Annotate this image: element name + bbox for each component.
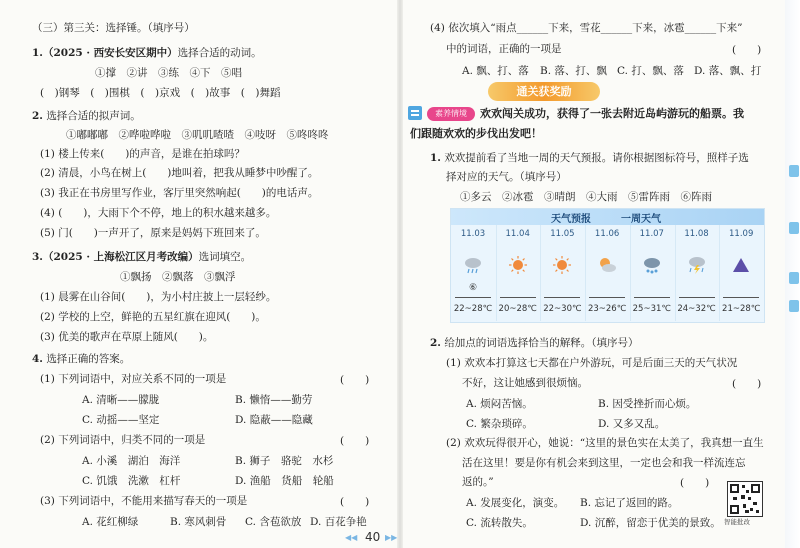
- option-d: D. 隐蔽——隐藏: [235, 414, 313, 426]
- forecast-temp: 22~30℃: [543, 304, 582, 314]
- forecast-temp: 20~28℃: [498, 304, 537, 314]
- r-q2-sub2-line1: (2) 欢欢玩得很开心，她说：“这里的景色实在太美了，我真想一直生: [446, 437, 764, 449]
- option-c: C. 动摇——坚定: [82, 414, 160, 426]
- intro-line2: 们跟随欢欢的步伐出发吧！: [410, 127, 542, 140]
- forecast-divider: [496, 225, 497, 321]
- forecast-title: 天气预报: [551, 214, 591, 225]
- option-d: D. 渔船 货船 轮船: [235, 475, 334, 487]
- question-text: 选择合适的拟声词。: [46, 110, 141, 122]
- option-a: A. 清晰——朦胧: [82, 394, 160, 406]
- forecast-date: 11.04: [505, 229, 530, 239]
- answer-line: [500, 297, 536, 298]
- option-b: B. 忘记了返回的路。: [580, 497, 679, 509]
- forecast-day-3: [585, 225, 629, 321]
- rain-cloud-icon: [463, 255, 483, 275]
- option-b: B. 落、打、飘: [540, 65, 607, 77]
- r-q1-line2: 择对应的天气。（填序号）: [446, 171, 567, 183]
- r-q1-options: ①多云 ②冰雹 ③晴朗 ④大雨 ⑤雷阵雨 ⑥阵雨: [460, 191, 712, 203]
- q4-sub1-stem: (1) 下列词语中，对应关系不同的一项是: [40, 373, 227, 385]
- q1-blanks: ( )钢琴 ( )围棋 ( )京戏 ( )故事 ( )舞蹈: [40, 87, 281, 99]
- forecast-date: 11.06: [594, 229, 620, 239]
- q2-item: (1) 楼上传来( )的声音，是谁在拍球吗？: [40, 148, 245, 160]
- hail-icon: [642, 255, 662, 275]
- qr-label: 智能批改: [724, 518, 750, 526]
- question-text: 欢欢提前看了当地一周的天气预报。请你根据图标符号，照样子选: [444, 152, 749, 164]
- q2-item: (3) 我正在书房里写作业，客厅里突然响起( )的电话声。: [40, 187, 319, 199]
- edge-tab: [789, 300, 799, 312]
- forecast-date: 11.03: [460, 229, 486, 239]
- forecast-date: 11.08: [684, 229, 709, 239]
- context-tag: 素养情境: [427, 107, 475, 121]
- question-number: 1.: [32, 47, 43, 59]
- sun-icon: [552, 255, 572, 275]
- q2-options: ①嘟嘟嘟 ②哗啦哗啦 ③叽叽喳喳 ④吱呀 ⑤咚咚咚: [66, 129, 329, 141]
- q2-item: (4) ( )，大雨下个不停，地上的积水越来越多。: [40, 207, 277, 219]
- r-q2-sub1-line1: (1) 欢欢本打算这七天都在户外游玩，可是后面三天的天气状况: [446, 357, 738, 369]
- r-q2-sub2-line2: 活在这里！要是你有机会来到这里，一定也会和我一样流连忘: [462, 457, 746, 469]
- option-d: D. 落、飘、打: [694, 65, 762, 77]
- forecast-header: [451, 209, 764, 225]
- partly-cloudy-icon: [597, 255, 617, 275]
- next-page-icon[interactable]: ▶▶: [385, 533, 398, 542]
- page-number: 40: [365, 530, 381, 544]
- r-question-1: [430, 151, 749, 165]
- weather-forecast-card: [450, 208, 765, 323]
- option-d: D. 沉醉，留恋于优美的景致。: [580, 517, 721, 529]
- forecast-divider: [719, 225, 720, 321]
- question-text: 选择合适的动词。: [177, 47, 262, 59]
- section-banner: 通关获奖励: [488, 82, 600, 101]
- question-number: 4.: [32, 353, 43, 365]
- forecast-date: 11.05: [550, 229, 575, 239]
- option-d: D. 又多又乱。: [598, 418, 666, 430]
- answer-paren: ( ): [340, 374, 370, 386]
- q1-options: ①撑 ②讲 ③练 ④下 ⑤唱: [95, 67, 242, 79]
- question-text: 选词填空。: [198, 251, 252, 263]
- forecast-day-6: [719, 225, 763, 321]
- forecast-divider: [540, 225, 541, 321]
- forecast-divider: [630, 225, 631, 321]
- answer-paren: ( ): [340, 496, 370, 508]
- forecast-day-5: [675, 225, 719, 321]
- r-q4-line1: (4) 依次填入“雨点______下来，雪花______下来，冰雹______下来”: [430, 22, 743, 34]
- qr-code[interactable]: [727, 481, 763, 517]
- q2-item: (5) 门( )一声开了，原来是妈妈下班回来了。: [40, 227, 266, 239]
- triangle-icon: [731, 255, 751, 275]
- r-q2-sub2-line3: 返的。”: [462, 476, 494, 488]
- option-a: A. 烦闷苦恼。: [466, 398, 533, 410]
- forecast-day-4: [630, 225, 674, 321]
- question-number: 1.: [430, 152, 441, 164]
- answer-paren: ( ): [732, 378, 762, 390]
- thunderstorm-icon: [687, 255, 707, 275]
- forecast-answer: ⑥: [468, 283, 478, 293]
- option-c: C. 流转散失。: [466, 517, 533, 529]
- option-c: C. 含苞欲放: [245, 516, 302, 528]
- forecast-divider: [675, 225, 676, 321]
- forecast-temp: 23~26℃: [587, 304, 627, 314]
- option-a: A. 小溪 湖泊 海洋: [82, 455, 181, 467]
- question-number: 2.: [430, 337, 441, 349]
- q3-item: (3) 优美的歌声在草原上随风( )。: [40, 331, 214, 343]
- answer-line: [634, 297, 670, 298]
- edge-tab: [789, 272, 799, 284]
- q3-options: ①飘扬 ②飘落 ③飘浮: [120, 271, 236, 283]
- answer-line: [455, 297, 491, 298]
- r-question-2: [430, 336, 639, 350]
- option-a: A. 花红柳绿: [82, 516, 139, 528]
- q4-sub2-stem: (2) 下列词语中，归类不同的一项是: [40, 434, 206, 446]
- q4-sub3-stem: (3) 下列词语中，不能用来描写春天的一项是: [40, 495, 248, 507]
- q3-item: (2) 学校的上空，鲜艳的五星红旗在迎风( )。: [40, 311, 266, 323]
- option-c: C. 繁杂琐碎。: [466, 418, 533, 430]
- question-text: 给加点的词语选择恰当的解释。（填序号）: [444, 337, 639, 349]
- forecast-temp: 25~31℃: [632, 304, 671, 314]
- forecast-temp: 22~28℃: [453, 304, 493, 314]
- answer-line: [589, 297, 625, 298]
- answer-line: [544, 297, 580, 298]
- forecast-temp: 24~32℃: [677, 304, 716, 314]
- option-a: A. 发展变化，演变。: [466, 497, 565, 509]
- option-c: C. 饥饿 洗漱 杠杆: [82, 475, 181, 487]
- q3-item: (1) 晨雾在山谷间( )，为小村庄披上一层轻纱。: [40, 291, 277, 303]
- question-number: 3.: [32, 251, 43, 263]
- question-4: [32, 352, 130, 366]
- option-a: A. 飘、打、落: [462, 65, 529, 77]
- answer-paren: ( ): [340, 435, 370, 447]
- question-2: [32, 109, 141, 123]
- answer-line: [723, 297, 759, 298]
- option-b: B. 寒风刺骨: [170, 516, 227, 528]
- forecast-divider: [585, 225, 586, 321]
- r-q4-line2: 中的词语，正确的一项是: [446, 43, 562, 55]
- edge-tab: [789, 222, 799, 234]
- option-d: D. 百花争艳: [310, 516, 367, 528]
- page-fold: [397, 0, 403, 548]
- forecast-day-2: [540, 225, 584, 321]
- option-b: B. 因受挫折而心烦。: [598, 398, 697, 410]
- answer-line: [679, 297, 715, 298]
- sun-icon: [508, 255, 528, 275]
- option-b: B. 懒惰——勤劳: [235, 394, 313, 406]
- answer-paren: ( ): [732, 44, 762, 56]
- question-3: [32, 250, 251, 264]
- question-text: 选择正确的答案。: [46, 353, 131, 365]
- qr-pattern-icon: [728, 482, 762, 516]
- section-header: （三）第三关：选择锤。（填序号）: [32, 22, 195, 34]
- intro-line1: 欢欢闯关成功，获得了一张去附近岛屿游玩的船票。我: [480, 107, 744, 120]
- question-number: 2.: [32, 110, 43, 122]
- forecast-date: 11.07: [639, 229, 664, 239]
- option-c: C. 打、飘、落: [617, 65, 684, 77]
- q2-item: (2) 清晨，小鸟在树上( )地叫着，把我从睡梦中吵醒了。: [40, 167, 319, 179]
- forecast-day-0: [451, 225, 495, 321]
- page-edge-tabs: [785, 0, 800, 548]
- edge-tab: [789, 165, 799, 177]
- forecast-subtitle: 一周天气: [621, 214, 661, 225]
- list-icon: [408, 106, 422, 120]
- prev-page-icon[interactable]: ◀◀: [345, 533, 358, 542]
- option-b: B. 狮子 骆驼 水杉: [235, 455, 334, 467]
- question-source: （2025 · 西安长安区期中）: [42, 47, 178, 59]
- question-1: [32, 46, 262, 60]
- r-q2-sub1-line2: 不好，这让她感到很烦恼。: [462, 377, 588, 389]
- forecast-day-1: [496, 225, 540, 321]
- answer-paren: ( ): [680, 477, 710, 489]
- forecast-temp: 21~28℃: [722, 304, 761, 314]
- question-source: （2025 · 上海松江区月考改编）: [42, 251, 199, 263]
- forecast-date: 11.09: [729, 229, 754, 239]
